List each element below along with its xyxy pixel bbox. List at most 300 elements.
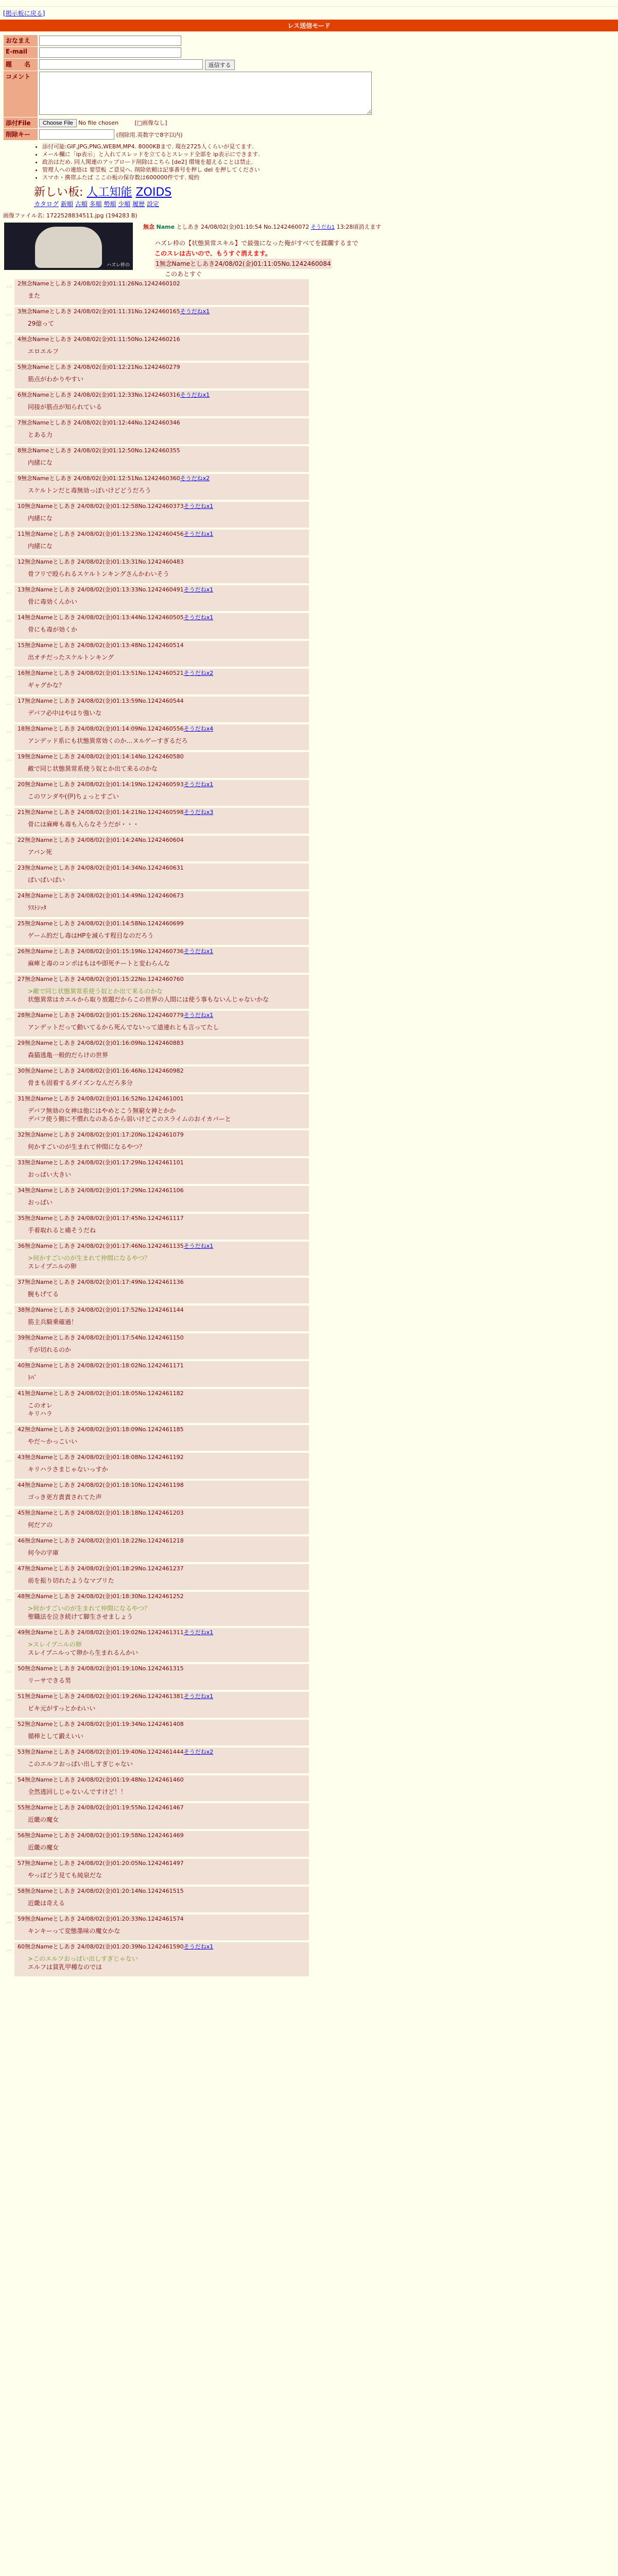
reply-meta bbox=[18, 1307, 306, 1314]
reply-sod-link[interactable]: そうだねx1 bbox=[183, 1011, 214, 1019]
reply-row bbox=[0, 557, 618, 583]
reply-row bbox=[0, 1664, 618, 1690]
sort-old-link[interactable]: 古順 bbox=[75, 200, 88, 208]
reply-text-line: キリハラさまじゃないっすか bbox=[28, 1465, 108, 1473]
op-quoted-text: このあとすぐ bbox=[165, 270, 202, 278]
reply-post bbox=[14, 1306, 309, 1331]
reply-text-line: 近畿は奇える bbox=[28, 1899, 65, 1907]
reply-gutter: … bbox=[7, 1392, 12, 1399]
reply-gutter: … bbox=[7, 532, 12, 539]
reply-gutter: … bbox=[7, 1511, 12, 1518]
reply-row bbox=[0, 1094, 618, 1128]
reply-header-text: 59無念Nameとしあき 24/08/02(金)01:20:33No.1242461574 bbox=[18, 1915, 184, 1922]
reply-text-line: 骨フリで殴られるスケルトンキングさんかわいそう bbox=[28, 570, 169, 578]
reply-meta bbox=[18, 503, 306, 510]
reply-post bbox=[14, 1803, 309, 1829]
reply-body bbox=[28, 598, 306, 606]
reply-body bbox=[28, 765, 306, 773]
reply-body bbox=[28, 403, 306, 411]
reply-row bbox=[0, 863, 618, 889]
reply-text-line: 手が切れるのか bbox=[28, 1346, 72, 1353]
sort-few-link[interactable]: 少順 bbox=[118, 200, 131, 208]
reply-row bbox=[0, 641, 618, 667]
op-datetime: としあき 24/08/02(金)01:10:54 bbox=[176, 223, 262, 230]
reply-post bbox=[14, 530, 309, 555]
reply-gutter: … bbox=[7, 1861, 12, 1869]
reply-gutter: … bbox=[7, 1694, 12, 1702]
reply-row bbox=[0, 669, 618, 694]
reply-post bbox=[14, 1592, 309, 1626]
reply-post bbox=[14, 836, 309, 861]
reply-sod-link[interactable]: そうだねx1 bbox=[183, 1242, 214, 1249]
op-subject: 無念 bbox=[143, 223, 154, 230]
reply-post bbox=[14, 808, 309, 834]
reply-gutter: … bbox=[7, 1667, 12, 1674]
reply-text-line: 出オチだったスケルトンキング bbox=[28, 653, 114, 661]
reply-gutter: … bbox=[7, 894, 12, 901]
reply-header-text: 21無念Nameとしあき 24/08/02(金)01:14:21No.1242460598 bbox=[18, 808, 184, 816]
reply-body bbox=[28, 542, 306, 550]
reply-meta bbox=[18, 837, 306, 844]
reply-sod-link[interactable]: そうだねx1 bbox=[183, 614, 214, 621]
sort-momentum-link[interactable]: 勢順 bbox=[104, 200, 116, 208]
reply-body bbox=[28, 1226, 306, 1234]
reply-text-line: おっぱい bbox=[28, 1198, 53, 1206]
reply-meta bbox=[18, 1159, 306, 1166]
reply-quote: >敵で同じ状態異常系使う奴とか出て来るのかな bbox=[28, 987, 163, 995]
reply-body bbox=[28, 1521, 306, 1529]
reply-body bbox=[28, 1143, 306, 1151]
rule-item: • 添付可能:GIF,JPG,PNG,WEBM,MP4. 8000KBまで. 現在2725人くらいが見てます. bbox=[42, 143, 618, 150]
reply-text-line: デバフ必中はやはり強いな bbox=[28, 709, 102, 717]
reply-gutter: … bbox=[7, 1806, 12, 1813]
reply-gutter: … bbox=[7, 1280, 12, 1287]
reply-meta bbox=[18, 1012, 306, 1019]
reply-meta bbox=[18, 1776, 306, 1784]
reply-quote: >何かすごいのが生まれて仲間になるやつ？ bbox=[28, 1254, 151, 1262]
reply-header-text: 54無念Nameとしあき 24/08/02(金)01:19:48No.1242461460 bbox=[18, 1776, 184, 1783]
reply-meta bbox=[18, 670, 306, 677]
reply-header-text: 4無念Nameとしあき 24/08/02(金)01:11:50No.1242460216 bbox=[18, 335, 180, 343]
reply-header-text: 43無念Nameとしあき 24/08/02(金)01:18:08No.1242461192 bbox=[18, 1453, 184, 1461]
reply-post bbox=[14, 780, 309, 806]
reply-meta bbox=[18, 447, 306, 454]
reply-meta bbox=[18, 586, 306, 594]
reply-sod-link[interactable]: そうだねx2 bbox=[183, 1748, 214, 1755]
reply-header-text: 48無念Nameとしあき 24/08/02(金)01:18:30No.1242461252 bbox=[18, 1592, 184, 1600]
reply-row bbox=[0, 446, 618, 472]
reply-post bbox=[14, 1242, 309, 1276]
reply-body bbox=[28, 319, 306, 328]
reply-post bbox=[14, 1664, 309, 1690]
op-expire-warning: このスレは古いので、もうすぐ消えます。 bbox=[154, 249, 271, 257]
reply-gutter: … bbox=[7, 393, 12, 400]
reply-header-text: 31無念Nameとしあき 24/08/02(金)01:16:52No.1242461001 bbox=[18, 1095, 184, 1102]
reply-text-line: ぱいぱいぱい bbox=[28, 876, 65, 884]
new-board-link-zoids[interactable]: ZOIDS bbox=[135, 185, 172, 199]
reply-header-text: 14無念Nameとしあき 24/08/02(金)01:13:44No.1242460505 bbox=[18, 614, 184, 621]
reply-post bbox=[14, 891, 309, 917]
thread-image[interactable] bbox=[4, 223, 133, 270]
reply-gutter: … bbox=[7, 1483, 12, 1490]
reply-gutter: … bbox=[7, 643, 12, 651]
reply-header-text: 47無念Nameとしあき 24/08/02(金)01:18:29No.1242461237 bbox=[18, 1565, 184, 1572]
reply-row bbox=[0, 1720, 618, 1745]
reply-header-text: 55無念Nameとしあき 24/08/02(金)01:19:55No.1242461467 bbox=[18, 1804, 184, 1811]
reply-row bbox=[0, 1942, 618, 1976]
image-filename[interactable]: 画像ファイル名: 1722528834511.jpg bbox=[3, 212, 104, 219]
op-sod-link[interactable]: そうだね1 bbox=[311, 224, 335, 230]
reply-post bbox=[14, 1361, 309, 1387]
reply-meta bbox=[18, 809, 306, 816]
reply-meta bbox=[18, 531, 306, 538]
reply-sod-link[interactable]: そうだねx1 bbox=[183, 530, 214, 537]
reply-header-text: 23無念Nameとしあき 24/08/02(金)01:14:34No.1242460631 bbox=[18, 864, 184, 871]
reply-header-text: 19無念Nameとしあき 24/08/02(金)01:14:14No.1242460580 bbox=[18, 753, 184, 760]
reply-header-text: 33無念Nameとしあき 24/08/02(金)01:17:29No.1242461101 bbox=[18, 1159, 184, 1166]
reply-row bbox=[0, 1158, 618, 1184]
reply-header-text: 51無念Nameとしあき 24/08/02(金)01:19:26No.1242461381 bbox=[18, 1692, 184, 1700]
reply-row bbox=[0, 335, 618, 361]
reply-text-line: 内緒にな bbox=[28, 459, 53, 466]
reply-row bbox=[0, 1186, 618, 1212]
reply-sod-link[interactable]: そうだねx2 bbox=[180, 474, 210, 482]
reply-gutter: … bbox=[7, 1750, 12, 1757]
reply-body bbox=[28, 1676, 306, 1685]
reply-meta bbox=[18, 1215, 306, 1222]
reply-gutter: … bbox=[7, 699, 12, 706]
reply-row bbox=[0, 1242, 618, 1276]
reply-header-text: 26無念Nameとしあき 24/08/02(金)01:15:19No.1242460736 bbox=[18, 947, 184, 955]
reply-gutter: … bbox=[7, 588, 12, 595]
reply-gutter: … bbox=[7, 1455, 12, 1463]
reply-row bbox=[0, 1914, 618, 1940]
reply-body bbox=[28, 737, 306, 745]
reply-row bbox=[0, 752, 618, 778]
reply-body bbox=[28, 1493, 306, 1501]
reply-body bbox=[28, 459, 306, 467]
op-quoted-meta: 1無念Nameとしあき24/08/02(金)01:11:05No.1242460084 bbox=[154, 259, 332, 269]
reply-post bbox=[14, 613, 309, 639]
reply-body bbox=[28, 931, 306, 940]
reply-meta bbox=[18, 1629, 306, 1636]
reply-header-text: 18無念Nameとしあき 24/08/02(金)01:14:09No.1242460556 bbox=[18, 725, 184, 732]
reply-body bbox=[28, 959, 306, 968]
reply-body bbox=[28, 1318, 306, 1326]
reply-row bbox=[0, 1831, 618, 1857]
reply-body bbox=[28, 375, 306, 383]
reply-body bbox=[28, 1927, 306, 1935]
reply-body bbox=[28, 1760, 306, 1768]
reply-header-text: 13無念Nameとしあき 24/08/02(金)01:13:33No.1242460491 bbox=[18, 586, 184, 593]
sort-new-link[interactable]: 新順 bbox=[60, 200, 73, 208]
reply-sod-link[interactable]: そうだねx3 bbox=[183, 808, 214, 816]
catalog-links bbox=[34, 199, 618, 208]
reply-body bbox=[28, 292, 306, 300]
reply-sod-link[interactable]: そうだねx1 bbox=[183, 502, 214, 510]
reply-body bbox=[28, 1254, 306, 1270]
reply-body bbox=[28, 625, 306, 634]
reply-header-text: 37無念Nameとしあき 24/08/02(金)01:17:49No.1242461136 bbox=[18, 1278, 184, 1285]
reply-meta bbox=[18, 1362, 306, 1369]
reply-header-text: 58無念Nameとしあき 24/08/02(金)01:20:14No.1242461515 bbox=[18, 1887, 184, 1894]
reply-meta bbox=[18, 1721, 306, 1728]
reply-post bbox=[14, 1887, 309, 1912]
reply-header-text: 30無念Nameとしあき 24/08/02(金)01:16:46No.1242460982 bbox=[18, 1067, 184, 1074]
reply-text-line: とある力 bbox=[28, 431, 53, 438]
reply-post bbox=[14, 1186, 309, 1212]
reply-text-line: また bbox=[28, 292, 41, 299]
reply-post bbox=[14, 724, 309, 750]
reply-post bbox=[14, 557, 309, 583]
reply-gutter: … bbox=[7, 783, 12, 790]
reply-text-line: キリハラ bbox=[28, 1410, 53, 1417]
reply-text-line: 筋点がわかりやすい bbox=[28, 375, 84, 383]
reply-body bbox=[28, 1198, 306, 1207]
reply-text-line: 骨まも固着するダイズンなんだろ多分 bbox=[28, 1079, 133, 1087]
reply-row bbox=[0, 391, 618, 416]
reply-sod-link[interactable]: そうだねx2 bbox=[183, 669, 214, 676]
reply-row bbox=[0, 279, 618, 305]
reply-header-text: 57無念Nameとしあき 24/08/02(金)01:20:05No.1242461497 bbox=[18, 1859, 184, 1867]
submit-button[interactable]: 返信する bbox=[205, 60, 235, 70]
password-input[interactable] bbox=[39, 129, 114, 140]
reply-header-text: 27無念Nameとしあき 24/08/02(金)01:15:22No.1242460760 bbox=[18, 975, 184, 982]
reply-gutter: … bbox=[7, 866, 12, 873]
reply-post bbox=[14, 975, 309, 1009]
reply-body bbox=[28, 1374, 306, 1382]
reply-body bbox=[28, 1577, 306, 1585]
reply-header-text: 29無念Nameとしあき 24/08/02(金)01:16:09No.1242460883 bbox=[18, 1039, 184, 1046]
file-label: 添付File bbox=[4, 117, 38, 128]
reply-row bbox=[0, 1425, 618, 1451]
reply-meta bbox=[18, 1943, 306, 1951]
reply-text-line: アンデッド系にも状態異常効くのか…ヌルゲーすぎるだろ bbox=[28, 737, 188, 744]
reply-header-text: 41無念Nameとしあき 24/08/02(金)01:18:05No.1242461182 bbox=[18, 1389, 184, 1397]
reply-text-line: アバン死 bbox=[28, 848, 53, 856]
reply-text-line: アンデットだって動いてるから死んでないって道連れとも言ってたし bbox=[28, 1023, 219, 1031]
reply-text-line: このワンダや(伊)ちょっとすごい bbox=[28, 792, 119, 800]
reply-body bbox=[28, 1023, 306, 1031]
reply-gutter: … bbox=[7, 1889, 12, 1896]
reply-body bbox=[28, 347, 306, 355]
reply-text-line: このオレ bbox=[28, 1401, 53, 1409]
reply-header-text: 52無念Nameとしあき 24/08/02(金)01:19:34No.1242461408 bbox=[18, 1720, 184, 1727]
reply-header-text: 22無念Nameとしあき 24/08/02(金)01:14:24No.1242460604 bbox=[18, 836, 184, 843]
reply-body bbox=[28, 1401, 306, 1418]
reply-body bbox=[28, 1346, 306, 1354]
reply-sod-link[interactable]: そうだねx4 bbox=[183, 725, 214, 732]
reply-header-text: 60無念Nameとしあき 24/08/02(金)01:20:39No.1242461590 bbox=[18, 1943, 184, 1950]
reply-gutter: … bbox=[7, 727, 12, 734]
reply-meta bbox=[18, 280, 306, 287]
reply-gutter: … bbox=[7, 1244, 12, 1251]
reply-text-line: おっぱい大きい bbox=[28, 1171, 72, 1178]
file-status: No file chosen bbox=[78, 119, 119, 126]
reply-sod-link[interactable]: そうだねx1 bbox=[183, 1692, 214, 1700]
reply-header-text: 28無念Nameとしあき 24/08/02(金)01:15:26No.1242460779 bbox=[18, 1011, 184, 1019]
reply-post bbox=[14, 947, 309, 973]
reply-gutter: … bbox=[7, 1364, 12, 1371]
reply-gutter: … bbox=[7, 365, 12, 372]
reply-row bbox=[0, 474, 618, 500]
reply-quote: >スレイプニルの卵 bbox=[28, 1640, 82, 1648]
reply-text-line: リーサできる男 bbox=[28, 1676, 72, 1684]
reply-header-text: 46無念Nameとしあき 24/08/02(金)01:18:22No.1242461218 bbox=[18, 1537, 184, 1544]
reply-meta bbox=[18, 392, 306, 399]
reply-body bbox=[28, 1079, 306, 1087]
no-image-checkbox[interactable]: [□画像なし] bbox=[134, 119, 167, 126]
reply-meta bbox=[18, 1510, 306, 1517]
reply-body bbox=[28, 431, 306, 439]
reply-body bbox=[28, 1437, 306, 1446]
name-input[interactable] bbox=[39, 36, 181, 46]
reply-header-text: 35無念Nameとしあき 24/08/02(金)01:17:45No.1242461117 bbox=[18, 1214, 184, 1222]
reply-row bbox=[0, 1509, 618, 1534]
reply-post bbox=[14, 1720, 309, 1745]
reply-header-text: 17無念Nameとしあき 24/08/02(金)01:13:59No.1242460544 bbox=[18, 697, 184, 704]
reply-header-text: 6無念Nameとしあき 24/08/02(金)01:12:33No.1242460316 bbox=[18, 391, 180, 398]
reply-gutter: … bbox=[7, 950, 12, 957]
reply-gutter: … bbox=[7, 449, 12, 456]
reply-meta bbox=[18, 892, 306, 900]
reply-text-line: 骨に毒効くんかい bbox=[28, 598, 78, 605]
reply-text-line: 状態異常はカエルから取り放題だからこの世界の人間には使う事もないんじゃないかな bbox=[28, 995, 269, 1003]
reply-row bbox=[0, 1859, 618, 1885]
reply-post bbox=[14, 1333, 309, 1359]
reply-row bbox=[0, 1887, 618, 1912]
reply-post bbox=[14, 1942, 309, 1976]
reply-text-line: 骨には麻痺も毒も入らなそうだが・・・ bbox=[28, 820, 140, 828]
reply-post bbox=[14, 1859, 309, 1885]
reply-row bbox=[0, 697, 618, 722]
reply-text-line: スレイプニルって卵から生まれるんかい bbox=[28, 1649, 139, 1656]
reply-post bbox=[14, 1011, 309, 1037]
comment-textarea[interactable] bbox=[39, 72, 372, 115]
reply-meta bbox=[18, 642, 306, 649]
sort-many-link[interactable]: 多順 bbox=[89, 200, 102, 208]
reply-body bbox=[28, 570, 306, 578]
reply-text-line: ギャグかな？ bbox=[28, 681, 65, 689]
reply-gutter: … bbox=[7, 1069, 12, 1076]
reply-meta bbox=[18, 948, 306, 955]
reply-body bbox=[28, 1107, 306, 1123]
reply-post bbox=[14, 1628, 309, 1662]
reply-header-text: 25無念Nameとしあき 24/08/02(金)01:14:58No.1242460699 bbox=[18, 920, 184, 927]
reply-row bbox=[0, 502, 618, 528]
reply-gutter: … bbox=[7, 922, 12, 929]
reply-sod-link[interactable]: そうだねx1 bbox=[180, 391, 210, 398]
reply-text-line: 腕もげてる bbox=[28, 1290, 59, 1298]
reply-text-line: 骨にも毒が効くか bbox=[28, 625, 78, 633]
reply-text-line: 全然逃回しじゃないんですけど！！ bbox=[28, 1788, 127, 1795]
reply-header-text: 20無念Nameとしあき 24/08/02(金)01:14:19No.1242460593 bbox=[18, 781, 184, 788]
back-to-board-link[interactable]: [掲示板に戻る] bbox=[3, 10, 45, 17]
reply-post bbox=[14, 1278, 309, 1303]
subject-label: 題 名 bbox=[4, 59, 38, 71]
reply-gutter: … bbox=[7, 616, 12, 623]
reply-post bbox=[14, 446, 309, 472]
reply-post bbox=[14, 418, 309, 444]
email-input[interactable] bbox=[39, 47, 181, 58]
op-number[interactable]: No.1242460072 bbox=[263, 223, 310, 230]
reply-text-line: 29億って bbox=[28, 319, 55, 327]
reply-gutter: … bbox=[7, 977, 12, 985]
reply-sod-link[interactable]: そうだねx1 bbox=[183, 947, 214, 955]
reply-meta bbox=[18, 1749, 306, 1756]
reply-row bbox=[0, 919, 618, 945]
reply-meta bbox=[18, 475, 306, 482]
reply-header-text: 5無念Nameとしあき 24/08/02(金)01:12:21No.1242460279 bbox=[18, 363, 180, 370]
new-board-link-ai[interactable]: 人工知能 bbox=[87, 185, 132, 199]
reply-meta bbox=[18, 1334, 306, 1342]
reply-header-text: 11無念Nameとしあき 24/08/02(金)01:13:23No.1242460456 bbox=[18, 530, 184, 537]
reply-post bbox=[14, 1425, 309, 1451]
settings-link[interactable]: 設定 bbox=[146, 200, 159, 208]
reply-row bbox=[0, 1775, 618, 1801]
reply-post bbox=[14, 1389, 309, 1423]
reply-sod-link[interactable]: そうだねx1 bbox=[183, 1943, 214, 1950]
reply-sod-link[interactable]: そうだねx1 bbox=[183, 781, 214, 788]
reply-gutter: … bbox=[7, 504, 12, 512]
rule-item: • メール欄に「ip表示」と入れてスレッドを立てるとスレッド全部を ip表示にできます. bbox=[42, 150, 618, 158]
reply-gutter: … bbox=[7, 671, 12, 679]
reply-row bbox=[0, 1481, 618, 1506]
reply-sod-link[interactable]: そうだねx1 bbox=[180, 308, 210, 315]
reply-header-text: 24無念Nameとしあき 24/08/02(金)01:14:49No.1242460673 bbox=[18, 892, 184, 899]
history-link[interactable]: 履歴 bbox=[132, 200, 145, 208]
reply-meta bbox=[18, 1593, 306, 1600]
reply-text-line: 聖職法を泣き続けて脚生させましょう bbox=[28, 1613, 133, 1620]
reply-gutter: … bbox=[7, 1428, 12, 1435]
reply-body bbox=[28, 653, 306, 662]
reply-meta bbox=[18, 558, 306, 566]
reply-row bbox=[0, 1039, 618, 1064]
reply-gutter: … bbox=[7, 810, 12, 818]
thread-image-caption: ハズレ枠の bbox=[106, 262, 130, 268]
reply-gutter: … bbox=[7, 755, 12, 762]
reply-text-line: スケルトンだと毒無効っぽいけどどうだろう bbox=[28, 486, 151, 494]
reply-meta bbox=[18, 1693, 306, 1700]
reply-sod-link[interactable]: そうだねx1 bbox=[183, 1629, 214, 1636]
reply-post bbox=[14, 1453, 309, 1479]
choose-file-button[interactable]: Choose File bbox=[39, 119, 77, 127]
reply-gutter: … bbox=[7, 1631, 12, 1638]
reply-post bbox=[14, 919, 309, 945]
reply-body bbox=[28, 987, 306, 1004]
reply-text-line: 森猫逃亀一般的だらけの世界 bbox=[28, 1051, 109, 1059]
reply-mode-bar: レス送信モード bbox=[0, 20, 618, 31]
subject-input[interactable] bbox=[39, 59, 203, 70]
op-name: Name bbox=[156, 223, 175, 230]
reply-text-line: 筋主兵騎乗確過！ bbox=[28, 1318, 78, 1326]
reply-text-line: 何かすごいのが生まれて仲間になるやつ？ bbox=[28, 1143, 146, 1150]
reply-form bbox=[3, 35, 618, 208]
reply-body bbox=[28, 1171, 306, 1179]
rule-item: • 政治はだめ. 同人関連のアップロード削除はこちら [de2] 環境を超えることは禁止. bbox=[42, 158, 618, 166]
reply-row bbox=[0, 975, 618, 1009]
reply-header-text: 2無念Nameとしあき 24/08/02(金)01:11:26No.1242460102 bbox=[18, 280, 180, 287]
catalog-link[interactable]: カタログ bbox=[34, 200, 59, 208]
reply-sod-link[interactable]: そうだねx1 bbox=[183, 586, 214, 593]
reply-post bbox=[14, 1130, 309, 1156]
reply-gutter: … bbox=[7, 421, 12, 428]
reply-row bbox=[0, 1389, 618, 1423]
reply-text-line: ゲーム的だし毒はHPを減らす程目なのだろう bbox=[28, 931, 154, 939]
reply-row bbox=[0, 836, 618, 861]
reply-row bbox=[0, 613, 618, 639]
reply-row bbox=[0, 1592, 618, 1626]
